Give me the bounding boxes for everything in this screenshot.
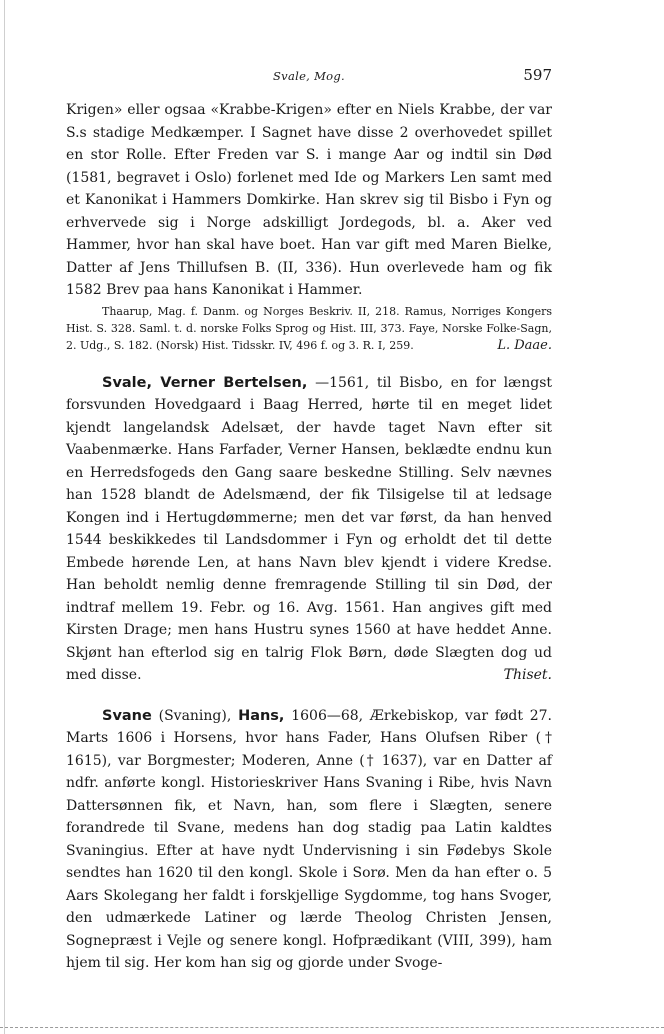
entry-verner-bertelsen [66, 372, 552, 687]
entry-mog-references [66, 303, 552, 354]
running-head: Svale, Mog. [272, 69, 346, 83]
entry-hans-headword-given: Hans, [238, 707, 285, 724]
entry-hans-body: 1606—68, Ærkebiskop, var født 27. Marts 1606 i Horsens, hvor hans Fader, Hans Olufsen Riber († 1615), var Borgmester; Moderen, Anne († 1637), var en Datter af ndfr. anførte kongl. Historieskriver Hans Svaning i Ribe, hvis Navn Dattersønnen fik, et Navn, han, som flere i Slægten, senere forandrede til Svane, medens han dog stadig paa Latin kaldtes Svaningius. Efter at have nydt Undervisning i sin Fødebys Skole sendtes han 1620 til den kongl. Skole i Sorø. Men da han efter o. 5 Aars Skolegang her faldt i forskjellige Sygdomme, tog hans Svoger, den udmærkede Latiner og lærde Theolog Christen Jensen, Sognepræst i Vejle og senere kongl. Hofprædikant (VIII, 399), ham hjem til sig. Her kom han sig og gjorde under Svoge- [66, 707, 552, 971]
entry-mog-continuation [66, 99, 552, 354]
page-header [66, 66, 552, 90]
entry-hans-svane [66, 705, 552, 975]
entry-mog-signature: L. Daae. [497, 337, 552, 353]
entry-hans-text [66, 705, 552, 975]
entry-mog-text: Krigen» eller ogsaa «Krabbe-Krigen» efter en Niels Krabbe, der var S.s stadige Medkæmper. I Sagnet have disse 2 overhovedet spillet en stor Rolle. Efter Freden var S. i mange Aar og indtil sin Død (1581, begravet i Oslo) forlenet med Ide og Markers Len samt med et Kanonikat i Hammers Domkirke. Han skrev sig til Bisbo i Fyn og erhvervede sig i Norge adskilligt Jordegods, bl. a. Aker ved Hammer, hvor han skal have boet. Han var gift med Maren Bielke, Datter af Jens Thillufsen B. (II, 336). Hun overlevede ham og fik 1582 Brev paa hans Kanonikat i Hammer. [66, 102, 552, 298]
entry-mog-references-text: Thaarup, Mag. f. Danm. og Norges Beskriv. II, 218. Ramus, Norriges Kongers Hist. S. 328. Saml. t. d. norske Folks Sprog og Hist. III, 373. Faye, Norske Folke-Sagn, 2. Udg., S. 182. (Norsk) Hist. Tidsskr. IV, 496 f. og 3. R. I, 259. [66, 304, 552, 352]
entry-verner-headword: Svale, Verner Bertelsen, [102, 374, 308, 391]
entry-verner-body: —1561, til Bisbo, en for længst forsvunden Hovedgaard i Baag Herred, hørte til en meget lidet kjendt langelandsk Adelsæt, der havde taget Navn efter sit Vaabenmærke. Hans Farfader, Verner Hansen, beklædte endnu kun en Herredsfogeds den Gang saare beskedne Stilling. Selv nævnes han 1528 blandt de Adelsmænd, der fik Tilsigelse til at ledsage Kongen ind i Hertugdømmerne; men det var først, da han henved 1544 beskikkedes til Landsdommer i Fyn og erholdt det til dette Embede hørende Len, at hans Navn blev kjendt i videre Kredse. Han beholdt nemlig denne fremragende Stilling til sin Død, der indtraf mellem 19. Febr. og 16. Avg. 1561. Han angives gift med Kirsten Drage; men hans Hustru synes 1560 at have heddet Anne. Skjønt han efterlod sig en talrig Flok Børn, døde Slægten dog ud med disse. [66, 374, 552, 683]
entry-verner-text [66, 372, 552, 687]
page-bottom-rule [0, 1027, 664, 1028]
page-edge-rule [4, 0, 5, 1034]
entry-hans-headword-surname: Svane [102, 707, 152, 724]
page-body [66, 99, 552, 975]
entry-verner-signature: Thiset. [503, 667, 552, 683]
entry-hans-alias: (Svaning), [151, 707, 239, 724]
page-number: 597 [523, 66, 552, 84]
